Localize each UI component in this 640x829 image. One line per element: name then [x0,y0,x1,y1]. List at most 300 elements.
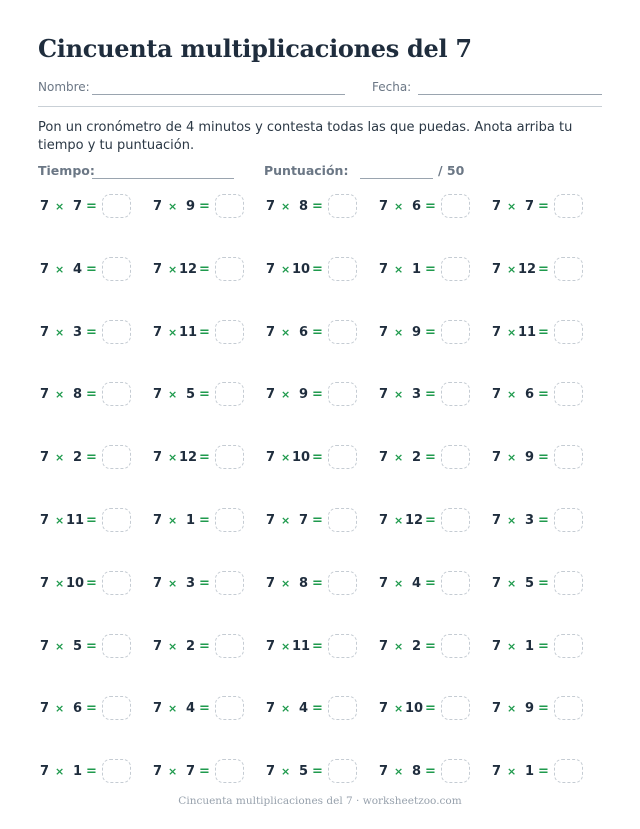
times-sign: × [394,325,404,339]
equals-sign: = [86,324,97,340]
problem-item [379,319,492,347]
answer-box[interactable] [441,445,470,469]
equals-sign: = [312,575,323,591]
factor-b: 7 [524,199,534,214]
worksheet-title: Cincuenta multiplicaciones del 7 [38,34,472,63]
times-sign: × [55,765,65,779]
factor-a: 7 [266,324,276,340]
answer-box[interactable] [102,445,131,469]
factor-a: 7 [492,764,502,780]
times-sign: × [168,765,178,779]
factor-b: 10 [66,575,85,591]
times-sign: × [55,576,65,590]
factor-b: 3 [72,324,82,340]
answer-box[interactable] [328,696,357,720]
factor-b: 1 [524,764,534,780]
problem-item [266,758,379,786]
answer-box[interactable] [215,194,244,218]
problem-item [379,381,492,409]
equals-sign: = [86,199,97,214]
problem-item [40,319,153,347]
problem-item [379,193,492,221]
equals-sign: = [312,261,323,277]
problem-item [266,256,379,284]
answer-box[interactable] [441,194,470,218]
equals-sign: = [312,324,323,340]
problem-item [379,695,492,723]
factor-a: 7 [266,764,276,780]
factor-b: 2 [72,450,82,466]
factor-b: 8 [411,764,421,780]
equals-sign: = [86,387,97,403]
answer-box[interactable] [102,194,131,218]
factor-b: 11 [518,324,537,340]
answer-box[interactable] [215,634,244,658]
times-sign: × [507,513,517,527]
factor-b: 11 [292,638,311,654]
score-line [360,178,433,179]
factor-b: 7 [185,764,195,780]
times-sign: × [394,765,404,779]
answer-box[interactable] [328,382,357,406]
problem-item [40,444,153,472]
equals-sign: = [199,575,210,591]
factor-a: 7 [379,701,389,717]
factor-a: 7 [40,324,50,340]
equals-sign: = [538,450,549,466]
answer-box[interactable] [554,508,583,532]
factor-a: 7 [379,638,389,654]
factor-a: 7 [153,701,163,717]
answer-box[interactable] [554,257,583,281]
times-sign: × [168,200,178,213]
times-sign: × [168,639,178,653]
factor-b: 2 [185,638,195,654]
factor-a: 7 [40,450,50,466]
factor-a: 7 [266,512,276,528]
answer-box[interactable] [328,194,357,218]
factor-b: 4 [411,575,421,591]
problem-item [492,256,605,284]
answer-box[interactable] [328,257,357,281]
times-sign: × [55,388,65,402]
equals-sign: = [86,575,97,591]
problem-item [379,444,492,472]
equals-sign: = [312,638,323,654]
problem-item [153,444,266,472]
answer-box[interactable] [102,571,131,595]
problem-item [492,193,605,221]
equals-sign: = [538,701,549,717]
times-sign: × [507,639,517,653]
answer-box[interactable] [215,320,244,344]
factor-a: 7 [492,450,502,466]
times-sign: × [281,325,291,339]
answer-box[interactable] [215,571,244,595]
answer-box[interactable] [328,320,357,344]
factor-a: 7 [40,512,50,528]
equals-sign: = [86,450,97,466]
answer-box[interactable] [328,634,357,658]
date-line [418,94,602,95]
problem-item [40,507,153,535]
problem-item [492,319,605,347]
factor-b: 10 [292,450,311,466]
answer-box[interactable] [441,696,470,720]
times-sign: × [281,451,291,465]
equals-sign: = [199,324,210,340]
time-label: Tiempo: [38,163,95,178]
answer-box[interactable] [328,445,357,469]
answer-box[interactable] [441,382,470,406]
times-sign: × [394,702,404,716]
factor-b: 8 [298,199,308,214]
times-sign: × [281,262,291,276]
factor-b: 4 [185,701,195,717]
times-sign: × [394,200,404,213]
equals-sign: = [86,764,97,780]
factor-b: 9 [524,701,534,717]
problem-item [266,319,379,347]
problem-item [492,507,605,535]
factor-b: 5 [185,387,195,403]
factor-b: 3 [411,387,421,403]
problem-item [266,507,379,535]
factor-b: 6 [298,324,308,340]
factor-b: 3 [524,512,534,528]
equals-sign: = [199,512,210,528]
factor-b: 7 [298,512,308,528]
answer-box[interactable] [441,634,470,658]
score-row [38,163,602,181]
times-sign: × [168,451,178,465]
factor-a: 7 [153,199,163,214]
times-sign: × [168,262,178,276]
answer-box[interactable] [215,759,244,783]
factor-b: 8 [298,575,308,591]
factor-b: 9 [185,199,195,214]
times-sign: × [55,200,65,213]
factor-a: 7 [379,261,389,277]
answer-box[interactable] [328,759,357,783]
factor-a: 7 [266,387,276,403]
times-sign: × [55,639,65,653]
equals-sign: = [199,701,210,717]
factor-a: 7 [40,199,50,214]
times-sign: × [507,388,517,402]
factor-a: 7 [379,450,389,466]
problem-item [492,570,605,598]
equals-sign: = [199,199,210,214]
factor-b: 7 [72,199,82,214]
problem-item [266,695,379,723]
time-line [92,178,234,179]
factor-b: 1 [72,764,82,780]
equals-sign: = [199,638,210,654]
equals-sign: = [538,324,549,340]
problem-item [40,695,153,723]
problem-item [153,319,266,347]
factor-a: 7 [492,324,502,340]
problem-item [266,633,379,661]
factor-a: 7 [40,575,50,591]
answer-box[interactable] [215,445,244,469]
problem-item [379,758,492,786]
answer-box[interactable] [554,320,583,344]
times-sign: × [55,262,65,276]
times-sign: × [507,576,517,590]
equals-sign: = [425,199,436,214]
factor-b: 1 [411,261,421,277]
equals-sign: = [425,450,436,466]
factor-a: 7 [492,512,502,528]
times-sign: × [55,513,65,527]
answer-box[interactable] [554,634,583,658]
factor-b: 12 [518,261,537,277]
answer-box[interactable] [215,257,244,281]
times-sign: × [394,513,404,527]
factor-a: 7 [266,575,276,591]
factor-a: 7 [266,701,276,717]
answer-box[interactable] [554,696,583,720]
answer-box[interactable] [441,257,470,281]
times-sign: × [507,765,517,779]
times-sign: × [55,702,65,716]
factor-b: 2 [411,450,421,466]
answer-box[interactable] [554,759,583,783]
name-label: Nombre: [38,80,90,94]
answer-box[interactable] [102,696,131,720]
times-sign: × [281,765,291,779]
equals-sign: = [86,512,97,528]
problem-item [153,256,266,284]
factor-a: 7 [153,324,163,340]
problem-item [153,381,266,409]
equals-sign: = [312,701,323,717]
answer-box[interactable] [102,382,131,406]
factor-b: 4 [72,261,82,277]
factor-b: 2 [411,638,421,654]
equals-sign: = [312,764,323,780]
factor-a: 7 [492,701,502,717]
factor-a: 7 [40,764,50,780]
equals-sign: = [312,199,323,214]
factor-b: 8 [72,387,82,403]
factor-a: 7 [492,638,502,654]
times-sign: × [394,262,404,276]
times-sign: × [394,639,404,653]
times-sign: × [394,576,404,590]
equals-sign: = [199,764,210,780]
factor-a: 7 [379,199,389,214]
problem-item [379,570,492,598]
factor-b: 9 [411,324,421,340]
problem-item [492,695,605,723]
factor-a: 7 [492,199,502,214]
factor-b: 10 [405,701,424,717]
equals-sign: = [199,261,210,277]
answer-box[interactable] [102,759,131,783]
factor-a: 7 [153,387,163,403]
problem-item [40,570,153,598]
factor-a: 7 [153,764,163,780]
equals-sign: = [538,199,549,214]
times-sign: × [507,325,517,339]
equals-sign: = [538,638,549,654]
factor-a: 7 [153,575,163,591]
factor-b: 3 [185,575,195,591]
problem-item [40,758,153,786]
answer-box[interactable] [441,508,470,532]
answer-box[interactable] [215,696,244,720]
score-total: / 50 [438,163,465,178]
equals-sign: = [425,261,436,277]
problem-item [379,256,492,284]
factor-b: 9 [524,450,534,466]
answer-box[interactable] [441,571,470,595]
factor-a: 7 [492,387,502,403]
factor-a: 7 [266,199,276,214]
times-sign: × [168,576,178,590]
times-sign: × [281,388,291,402]
problem-grid [40,193,605,821]
equals-sign: = [312,512,323,528]
factor-a: 7 [153,261,163,277]
answer-box[interactable] [215,508,244,532]
equals-sign: = [538,512,549,528]
times-sign: × [168,325,178,339]
problem-item [266,570,379,598]
answer-box[interactable] [102,257,131,281]
equals-sign: = [425,387,436,403]
answer-box[interactable] [328,508,357,532]
answer-box[interactable] [328,571,357,595]
factor-a: 7 [492,575,502,591]
problem-item [40,633,153,661]
problem-item [492,633,605,661]
equals-sign: = [86,638,97,654]
answer-box[interactable] [554,194,583,218]
answer-box[interactable] [102,320,131,344]
problem-item [266,444,379,472]
times-sign: × [394,388,404,402]
problem-item [40,381,153,409]
times-sign: × [281,576,291,590]
times-sign: × [507,702,517,716]
factor-a: 7 [379,387,389,403]
problem-item [153,570,266,598]
times-sign: × [281,639,291,653]
factor-a: 7 [153,512,163,528]
factor-b: 11 [179,324,198,340]
factor-a: 7 [40,261,50,277]
equals-sign: = [425,575,436,591]
factor-a: 7 [40,387,50,403]
factor-b: 4 [298,701,308,717]
factor-b: 6 [411,199,421,214]
factor-a: 7 [379,575,389,591]
date-label: Fecha: [372,80,412,94]
answer-box[interactable] [554,571,583,595]
factor-b: 5 [72,638,82,654]
times-sign: × [55,325,65,339]
times-sign: × [507,262,517,276]
factor-b: 12 [179,261,198,277]
problem-item [40,256,153,284]
factor-a: 7 [40,701,50,717]
header-divider [38,106,602,107]
equals-sign: = [425,512,436,528]
factor-a: 7 [153,450,163,466]
equals-sign: = [86,261,97,277]
factor-b: 5 [524,575,534,591]
problem-item [153,633,266,661]
factor-b: 6 [72,701,82,717]
problem-item [153,758,266,786]
equals-sign: = [425,324,436,340]
problem-item [153,507,266,535]
equals-sign: = [538,764,549,780]
factor-a: 7 [379,324,389,340]
factor-a: 7 [266,638,276,654]
times-sign: × [394,451,404,465]
equals-sign: = [199,387,210,403]
times-sign: × [55,451,65,465]
times-sign: × [168,513,178,527]
factor-a: 7 [379,764,389,780]
problem-item [266,193,379,221]
answer-box[interactable] [102,508,131,532]
answer-box[interactable] [441,320,470,344]
times-sign: × [281,200,291,213]
factor-a: 7 [153,638,163,654]
factor-b: 11 [66,512,85,528]
answer-box[interactable] [102,634,131,658]
problem-item [40,193,153,221]
answer-box[interactable] [554,382,583,406]
factor-b: 1 [524,638,534,654]
problem-item [492,381,605,409]
problem-item [379,633,492,661]
factor-b: 10 [292,261,311,277]
times-sign: × [168,702,178,716]
factor-b: 5 [298,764,308,780]
answer-box[interactable] [215,382,244,406]
factor-a: 7 [40,638,50,654]
score-label: Puntuación: [264,163,349,178]
times-sign: × [168,388,178,402]
factor-b: 1 [185,512,195,528]
factor-a: 7 [492,261,502,277]
problem-item [379,507,492,535]
answer-box[interactable] [441,759,470,783]
times-sign: × [507,200,517,213]
equals-sign: = [86,701,97,717]
name-line [92,94,345,95]
equals-sign: = [425,764,436,780]
problem-item [266,381,379,409]
problem-item [153,193,266,221]
equals-sign: = [538,387,549,403]
answer-box[interactable] [554,445,583,469]
problem-item [492,444,605,472]
factor-a: 7 [379,512,389,528]
factor-b: 6 [524,387,534,403]
factor-a: 7 [266,261,276,277]
factor-b: 12 [179,450,198,466]
times-sign: × [281,702,291,716]
times-sign: × [281,513,291,527]
